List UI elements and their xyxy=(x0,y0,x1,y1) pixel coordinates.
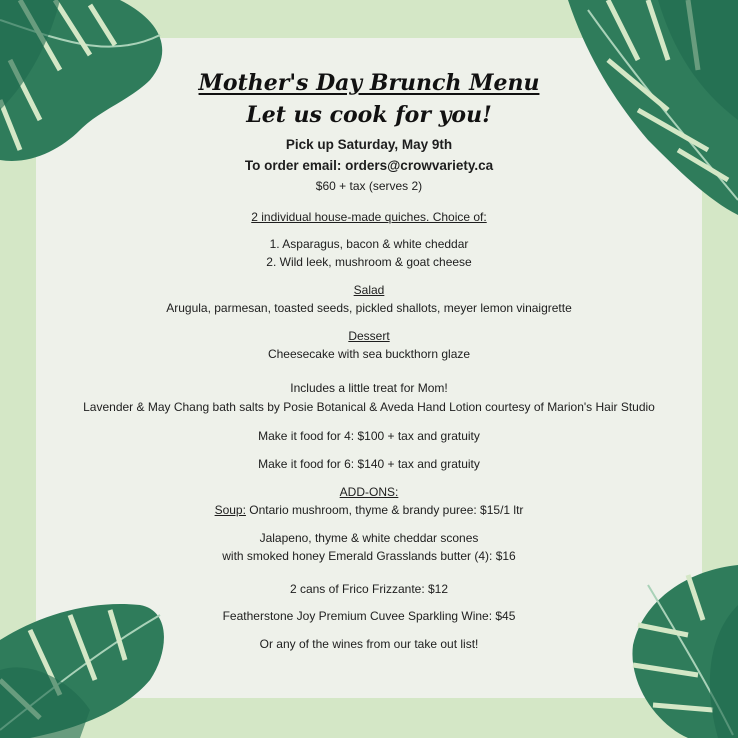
quiche-option-1: 1. Asparagus, bacon & white cheddar xyxy=(269,237,469,251)
scones-line-1: Jalapeno, thyme & white cheddar scones xyxy=(259,531,479,545)
soup-addon xyxy=(0,503,738,517)
addons-heading: ADD-ONS: xyxy=(339,485,399,499)
treat-text: Lavender & May Chang bath salts by Posie Botanical & Aveda Hand Lotion courtesy of Marion's Hair Studio xyxy=(83,400,655,414)
food-for-6: Make it food for 6: $140 + tax and gratuity xyxy=(258,457,480,471)
base-price: $60 + tax (serves 2) xyxy=(315,179,423,193)
food-for-4: Make it food for 4: $100 + tax and gratuity xyxy=(258,429,480,443)
order-email: To order email: orders@crowvariety.ca xyxy=(244,158,494,173)
treat-heading: Includes a little treat for Mom! xyxy=(290,381,448,395)
quiche-option-2: 2. Wild leek, mushroom & goat cheese xyxy=(266,255,472,269)
pickup-date: Pick up Saturday, May 9th xyxy=(285,137,453,152)
scones-line-2: with smoked honey Emerald Grasslands butter (4): $16 xyxy=(222,549,516,563)
quiche-heading: 2 individual house-made quiches. Choice of: xyxy=(251,210,487,224)
dessert-text: Cheesecake with sea buckthorn glaze xyxy=(267,347,471,361)
menu-subtitle: Let us cook for you! xyxy=(246,102,492,128)
salad-text: Arugula, parmesan, toasted seeds, pickled shallots, meyer lemon vinaigrette xyxy=(166,301,572,315)
salad-heading: Salad xyxy=(353,283,385,297)
sparkling-addon: Featherstone Joy Premium Cuvee Sparkling Wine: $45 xyxy=(222,609,516,623)
menu-title: Mother's Day Brunch Menu xyxy=(198,70,540,96)
soup-label: Soup: xyxy=(214,503,246,517)
soup-text: Ontario mushroom, thyme & brandy puree: $15/1 ltr xyxy=(245,503,524,517)
wines-note: Or any of the wines from our take out list! xyxy=(259,637,479,651)
frico-addon: 2 cans of Frico Frizzante: $12 xyxy=(289,582,449,596)
dessert-heading: Dessert xyxy=(348,329,390,343)
